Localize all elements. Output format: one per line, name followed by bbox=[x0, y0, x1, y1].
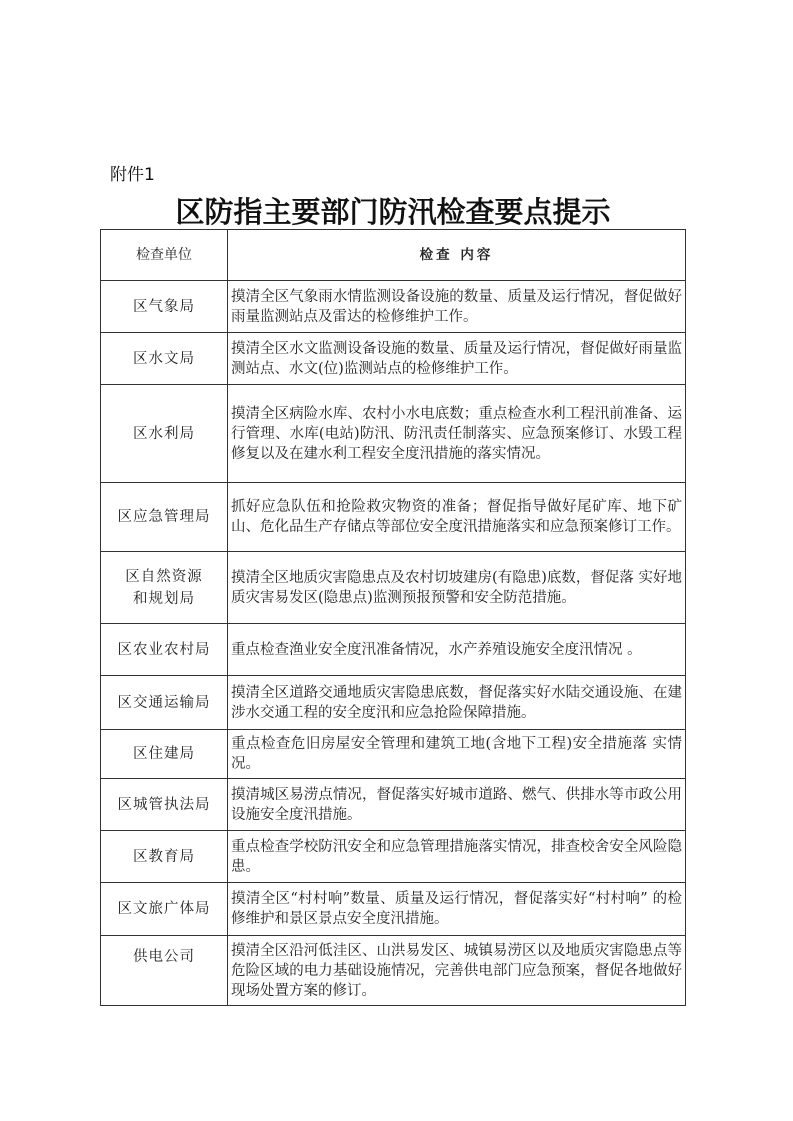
row-content: 重点检查渔业安全度汛准备情况，水产养殖设施安全度汛情况 。 bbox=[228, 624, 686, 676]
table-row bbox=[101, 883, 686, 936]
inspection-table bbox=[100, 229, 686, 1006]
table-row bbox=[101, 552, 686, 624]
table-header-row bbox=[101, 230, 686, 281]
row-content: 重点检查危旧房屋安全管理和建筑工地(含地下工程)安全措施落 实情况。 bbox=[228, 730, 686, 779]
row-unit: 区教育局 bbox=[101, 831, 228, 883]
row-content: 摸清全区地质灾害隐患点及农村切坡建房(有隐患)底数，督促落 实好地质灾害易发区(隐患点)监测预报预警和安全防范措施。 bbox=[228, 552, 686, 624]
table-row bbox=[101, 624, 686, 676]
table-row bbox=[101, 779, 686, 831]
attachment-label: 附件1 bbox=[110, 165, 155, 185]
row-unit: 区城管执法局 bbox=[101, 779, 228, 831]
table-row bbox=[101, 333, 686, 385]
row-content: 摸清城区易涝点情况，督促落实好城市道路、燃气、供排水等市政公用设施安全度汛措施。 bbox=[228, 779, 686, 831]
table-row bbox=[101, 385, 686, 483]
row-unit: 区水利局 bbox=[101, 385, 228, 483]
page-title: 区防指主要部门防汛检查要点提示 bbox=[175, 195, 611, 229]
row-content: 摸清全区水文监测设备设施的数量、质量及运行情况，督促做好雨量监测站点、水文(位)监测站点的检修维护工作。 bbox=[228, 333, 686, 385]
row-unit: 区应急管理局 bbox=[101, 483, 228, 552]
row-unit: 区气象局 bbox=[101, 281, 228, 333]
row-content: 重点检查学校防汛安全和应急管理措施落实情况，排查校舍安全风险隐患。 bbox=[228, 831, 686, 883]
row-content: 抓好应急队伍和抢险救灾物资的准备；督促指导做好尾矿库、地下矿山、危化品生产存储点等部位安全度汛措施落实和应急预案修订工作。 bbox=[228, 483, 686, 552]
table-row bbox=[101, 281, 686, 333]
row-unit: 区住建局 bbox=[101, 730, 228, 779]
table-row bbox=[101, 676, 686, 730]
row-content: 摸清全区病险水库、农村小水电底数；重点检查水利工程汛前准备、运行管理、水库(电站)防汛、防汛责任制落实、应急预案修订、水毁工程修复以及在建水利工程安全度汛措施的落实情况。 bbox=[228, 385, 686, 483]
table-row bbox=[101, 936, 686, 1006]
row-content: 摸清全区沿河低洼区、山洪易发区、城镇易涝区以及地质灾害隐患点等危险区域的电力基础设施情况，完善供电部门应急预案，督促各地做好现场处置方案的修订。 bbox=[228, 936, 686, 1006]
table-row bbox=[101, 730, 686, 779]
header-unit: 检查单位 bbox=[101, 230, 228, 281]
row-unit: 区自然资源和规划局 bbox=[101, 552, 228, 624]
row-unit: 区文旅广体局 bbox=[101, 883, 228, 936]
row-unit: 区农业农村局 bbox=[101, 624, 228, 676]
header-content: 检查 内容 bbox=[228, 230, 686, 281]
table-row bbox=[101, 831, 686, 883]
row-content: 摸清全区“村村响”数量、质量及运行情况，督促落实好“村村响” 的检修维护和景区景点安全度汛措施。 bbox=[228, 883, 686, 936]
row-content: 摸清全区道路交通地质灾害隐患底数，督促落实好水陆交通设施、在建涉水交通工程的安全度汛和应急抢险保障措施。 bbox=[228, 676, 686, 730]
row-unit: 区交通运输局 bbox=[101, 676, 228, 730]
row-unit: 供电公司 bbox=[101, 936, 228, 1006]
row-unit: 区水文局 bbox=[101, 333, 228, 385]
row-content: 摸清全区气象雨水情监测设备设施的数量、质量及运行情况，督促做好雨量监测站点及雷达的检修维护工作。 bbox=[228, 281, 686, 333]
table-row bbox=[101, 483, 686, 552]
